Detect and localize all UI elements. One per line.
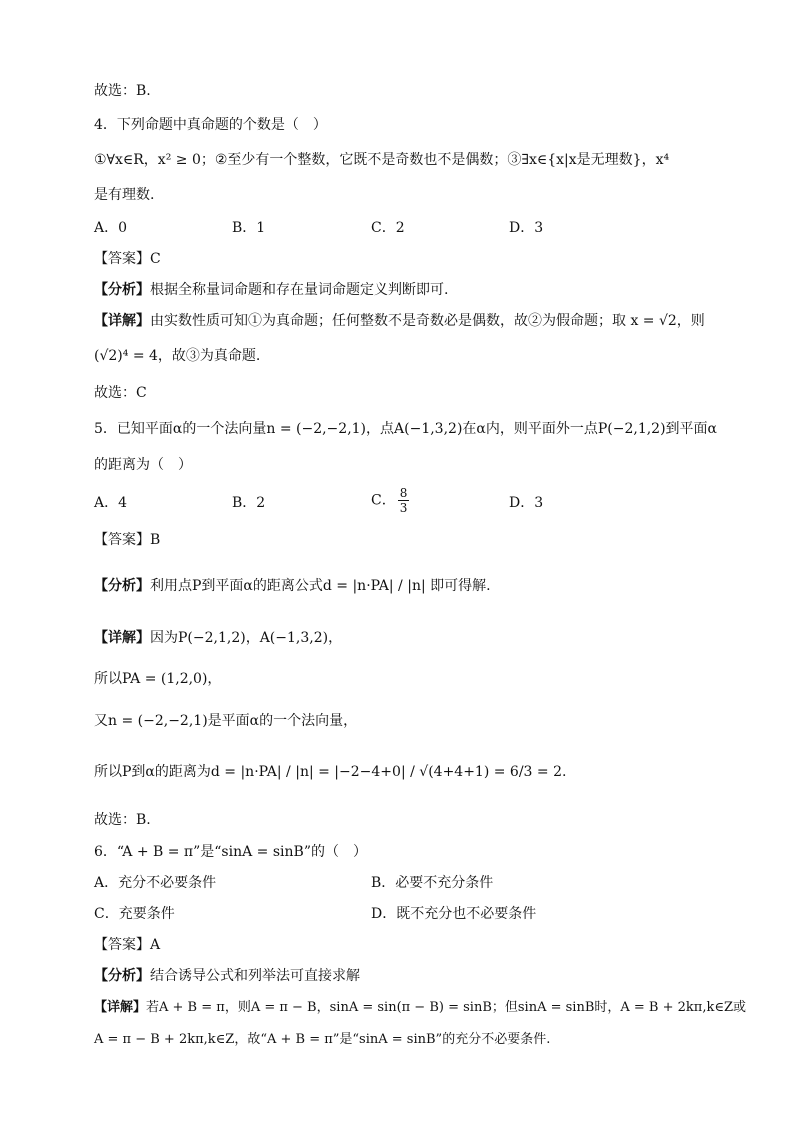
q5-choice: 故选：B.	[94, 812, 151, 828]
q6-stem: 6．“A + B = π”是“sinA = sinB”的（ ）	[94, 844, 367, 860]
q5-option-c	[371, 486, 411, 515]
q6-option-a: A．充分不必要条件	[94, 875, 217, 891]
q4-option-c: C．2	[371, 220, 405, 236]
q5-stem-line1: 5．已知平面α的一个法向量n = (−2,−2,1)，点A(−1,3,2)在α内，则平面外一点P(−2,1,2)到平面α	[94, 421, 718, 437]
q5-option-d: D．3	[509, 495, 544, 511]
q4-detail-line2: (√2)⁴ = 4，故③为真命题.	[94, 348, 261, 364]
q4-detail-text: 由实数性质可知①为真命题；任何整数不是奇数必是偶数，故②为假命题；取 x = √2，则	[150, 313, 705, 329]
q5-detail-line2: 所以PA = (1,2,0)，	[94, 671, 222, 687]
q6-analysis-text: 结合诱导公式和列举法可直接求解	[150, 968, 360, 984]
q4-answer: 【答案】C	[94, 251, 161, 267]
q4-stem: 4．下列命题中真命题的个数是（ ）	[94, 117, 327, 133]
q3-choice: 故选：B.	[94, 83, 151, 99]
q5-option-c-numerator: 8	[399, 486, 408, 500]
q6-detail-line2: A = π − B + 2kπ,k∈Z，故“A + B = π”是“sinA = sinB”的充分不必要条件.	[94, 1032, 551, 1047]
q4-option-b: B．1	[232, 220, 266, 236]
q5-option-b: B．2	[232, 495, 266, 511]
q5-detail-line4: 所以P到α的距离为d = |n·PA| / |n| = |−2−4+0| / √(4+4+1) = 6/3 = 2.	[94, 764, 567, 780]
q6-option-d: D．既不充分也不必要条件	[371, 906, 537, 922]
q5-stem-line2: 的距离为（ ）	[94, 457, 192, 473]
q5-detail-text: 因为P(−2,1,2)，A(−1,3,2)，	[150, 630, 343, 646]
q4-analysis-tag: 【分析】	[94, 282, 150, 298]
q4-choice: 故选：C	[94, 385, 147, 401]
q6-analysis	[94, 966, 360, 986]
q4-option-a: A．0	[94, 220, 128, 236]
q5-detail-line1	[94, 628, 342, 648]
q6-detail-line1	[94, 998, 746, 1018]
q4-detail-line1	[94, 311, 705, 331]
q5-analysis-tag: 【分析】	[94, 578, 150, 594]
q5-analysis	[94, 576, 491, 596]
q4-analysis-text: 根据全称量词命题和存在量词命题定义判断即可.	[150, 282, 449, 298]
q4-analysis	[94, 280, 448, 300]
q4-detail-tag: 【详解】	[94, 313, 150, 329]
q6-detail-tag: 【详解】	[94, 1000, 147, 1015]
q5-option-c-denominator: 3	[399, 501, 408, 515]
q5-answer: 【答案】B	[94, 532, 161, 548]
q4-option-d: D．3	[509, 220, 544, 236]
q5-option-a: A．4	[94, 495, 128, 511]
q5-detail-tag: 【详解】	[94, 630, 150, 646]
q5-analysis-text: 利用点P到平面α的距离公式d = |n·PA| / |n| 即可得解.	[150, 578, 491, 594]
q5-option-c-label: C．	[371, 492, 396, 509]
q6-option-b: B．必要不充分条件	[371, 875, 494, 891]
q4-statements-line2: 是有理数.	[94, 187, 155, 203]
q4-statements-line1: ①∀x∈R，x² ≥ 0；②至少有一个整数，它既不是奇数也不是偶数；③∃x∈{x|x是无理数}，x⁴	[94, 152, 670, 168]
q6-detail-text: 若A + B = π，则A = π − B，sinA = sin(π − B) = sinB；但sinA = sinB时，A = B + 2kπ,k∈Z或	[146, 1000, 746, 1015]
q6-answer: 【答案】A	[94, 937, 161, 953]
q6-option-c: C．充要条件	[94, 906, 175, 922]
q5-detail-line3: 又n = (−2,−2,1)是平面α的一个法向量，	[94, 713, 358, 729]
q6-analysis-tag: 【分析】	[94, 968, 150, 984]
q5-option-c-fraction	[398, 486, 410, 515]
